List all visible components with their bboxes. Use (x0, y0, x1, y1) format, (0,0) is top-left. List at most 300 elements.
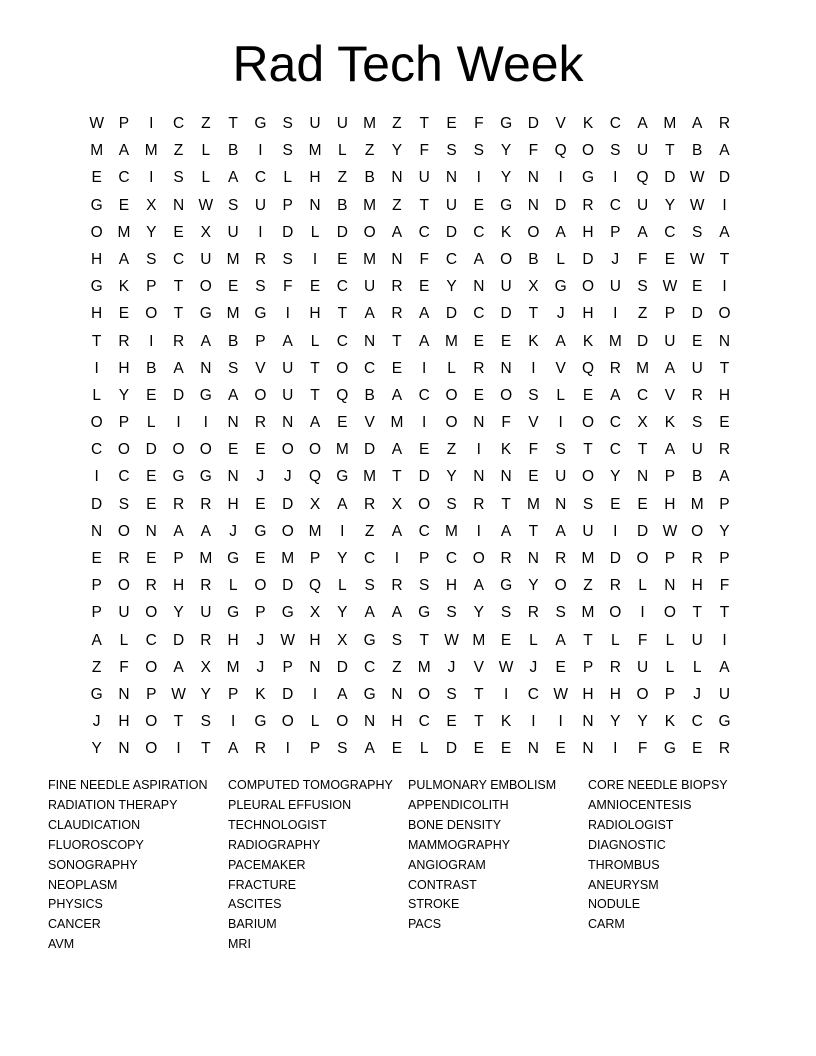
grid-letter[interactable]: U (555, 468, 567, 486)
grid-letter[interactable]: C (527, 685, 539, 703)
grid-letter[interactable]: E (255, 441, 266, 459)
grid-letter[interactable]: R (391, 577, 403, 595)
grid-letter[interactable]: T (392, 332, 402, 350)
grid-letter[interactable]: O (527, 223, 540, 241)
grid-letter[interactable]: X (309, 495, 321, 513)
grid-letter[interactable]: M (308, 142, 322, 160)
grid-letter[interactable]: I (422, 414, 427, 432)
grid-letter[interactable]: N (664, 577, 676, 595)
grid-letter[interactable]: H (582, 305, 594, 323)
grid-letter[interactable]: I (230, 713, 236, 731)
grid-letter[interactable]: G (90, 278, 103, 296)
grid-letter[interactable]: E (146, 386, 157, 404)
grid-letter[interactable]: F (528, 142, 539, 160)
grid-letter[interactable]: S (446, 685, 457, 703)
grid-letter[interactable]: B (692, 468, 703, 486)
grid-letter[interactable]: I (503, 685, 509, 703)
grid-letter[interactable]: E (446, 115, 457, 132)
grid-letter[interactable]: X (200, 223, 211, 241)
grid-letter[interactable]: X (528, 278, 539, 296)
grid-letter[interactable]: T (528, 305, 539, 323)
grid-letter[interactable]: E (227, 278, 239, 296)
grid-letter[interactable]: A (282, 332, 293, 350)
grid-letter[interactable]: C (172, 115, 185, 132)
grid-letter[interactable]: E (337, 250, 348, 268)
grid-letter[interactable]: O (445, 386, 458, 404)
grid-letter[interactable]: L (310, 713, 320, 731)
grid-letter[interactable]: A (227, 740, 239, 758)
grid-letter[interactable]: R (172, 332, 185, 350)
grid-letter[interactable]: C (609, 115, 621, 132)
grid-letter[interactable]: C (636, 386, 649, 404)
grid-letter[interactable]: P (255, 332, 266, 350)
grid-letter[interactable]: I (531, 713, 536, 731)
grid-letter[interactable]: E (555, 658, 566, 676)
grid-letter[interactable]: Z (173, 142, 184, 160)
grid-letter[interactable]: I (558, 414, 563, 432)
grid-letter[interactable]: R (473, 495, 485, 513)
grid-letter[interactable]: S (255, 278, 266, 296)
grid-letter[interactable]: N (282, 414, 294, 432)
grid-letter[interactable]: I (613, 169, 618, 187)
grid-letter[interactable]: L (201, 142, 211, 160)
grid-letter[interactable]: G (90, 196, 103, 214)
grid-letter[interactable]: J (611, 250, 620, 268)
grid-letter[interactable]: J (283, 468, 292, 486)
grid-letter[interactable]: I (722, 196, 727, 214)
grid-letter[interactable]: A (555, 522, 566, 540)
grid-letter[interactable]: R (718, 740, 731, 758)
grid-letter[interactable]: T (419, 115, 429, 132)
grid-letter[interactable]: M (445, 332, 458, 350)
grid-letter[interactable]: P (146, 278, 157, 296)
grid-letter[interactable]: M (199, 550, 213, 567)
grid-letter[interactable]: I (149, 115, 154, 132)
grid-letter[interactable]: D (418, 468, 430, 486)
grid-letter[interactable]: N (118, 740, 130, 758)
grid-letter[interactable]: E (309, 278, 321, 296)
grid-letter[interactable]: U (282, 359, 294, 377)
grid-letter[interactable]: L (283, 169, 293, 187)
grid-letter[interactable]: L (692, 658, 702, 676)
grid-letter[interactable]: A (337, 685, 348, 703)
grid-letter[interactable]: E (337, 414, 348, 432)
grid-letter[interactable]: O (336, 713, 349, 731)
grid-letter[interactable]: O (145, 658, 158, 676)
grid-letter[interactable]: Y (118, 386, 130, 404)
grid-letter[interactable]: X (146, 196, 157, 214)
grid-letter[interactable]: F (528, 441, 539, 459)
grid-letter[interactable]: E (473, 196, 484, 214)
grid-letter[interactable]: I (94, 359, 99, 377)
grid-letter[interactable]: M (445, 522, 458, 540)
grid-letter[interactable]: S (637, 278, 648, 296)
grid-letter[interactable]: E (255, 495, 266, 513)
grid-letter[interactable]: K (582, 332, 594, 350)
grid-letter[interactable]: T (719, 604, 730, 622)
grid-letter[interactable]: S (282, 115, 293, 132)
grid-letter[interactable]: I (94, 468, 99, 486)
grid-letter[interactable]: E (419, 278, 430, 296)
grid-letter[interactable]: D (145, 441, 157, 459)
grid-letter[interactable]: U (118, 604, 130, 622)
grid-letter[interactable]: E (500, 631, 512, 649)
grid-letter[interactable]: U (636, 196, 649, 214)
grid-letter[interactable]: N (309, 658, 321, 676)
grid-letter[interactable]: G (90, 685, 103, 703)
grid-letter[interactable]: M (663, 115, 677, 132)
grid-letter[interactable]: N (527, 550, 539, 567)
grid-letter[interactable]: A (719, 142, 730, 160)
grid-letter[interactable]: T (173, 305, 184, 323)
grid-letter[interactable]: K (582, 115, 594, 132)
grid-letter[interactable]: P (146, 685, 157, 703)
grid-letter[interactable]: N (500, 468, 512, 486)
grid-letter[interactable]: A (364, 604, 375, 622)
grid-letter[interactable]: I (285, 740, 290, 758)
grid-letter[interactable]: B (364, 169, 375, 187)
grid-letter[interactable]: W (662, 278, 678, 296)
grid-letter[interactable]: C (609, 196, 621, 214)
grid-letter[interactable]: A (200, 522, 211, 540)
grid-letter[interactable]: N (636, 468, 649, 486)
grid-letter[interactable]: G (254, 115, 267, 132)
grid-letter[interactable]: H (718, 386, 731, 404)
grid-letter[interactable]: O (90, 414, 103, 432)
grid-letter[interactable]: E (91, 169, 102, 187)
grid-letter[interactable]: P (309, 550, 321, 567)
grid-letter[interactable]: N (473, 278, 485, 296)
grid-letter[interactable]: A (200, 332, 211, 350)
grid-letter[interactable]: C (445, 250, 458, 268)
grid-letter[interactable]: N (145, 522, 157, 540)
grid-letter[interactable]: Q (636, 169, 649, 187)
grid-letter[interactable]: C (664, 223, 676, 241)
grid-letter[interactable]: S (118, 495, 130, 513)
grid-letter[interactable]: N (364, 713, 376, 731)
grid-letter[interactable]: H (227, 631, 239, 649)
grid-letter[interactable]: L (610, 631, 620, 649)
grid-letter[interactable]: O (117, 441, 130, 459)
grid-letter[interactable]: M (417, 658, 431, 676)
grid-letter[interactable]: W (89, 115, 104, 132)
grid-letter[interactable]: Q (554, 142, 567, 160)
grid-letter[interactable]: E (91, 550, 102, 567)
grid-letter[interactable]: N (391, 169, 403, 187)
grid-letter[interactable]: Y (719, 522, 730, 540)
grid-letter[interactable]: Y (337, 604, 348, 622)
grid-letter[interactable]: E (500, 740, 512, 758)
grid-letter[interactable]: U (227, 223, 239, 241)
grid-letter[interactable]: P (664, 550, 676, 567)
grid-letter[interactable]: I (640, 604, 645, 622)
grid-letter[interactable]: G (500, 577, 513, 595)
grid-letter[interactable]: H (118, 713, 130, 731)
grid-letter[interactable]: A (719, 223, 730, 241)
grid-letter[interactable]: M (363, 250, 377, 268)
grid-letter[interactable]: S (692, 414, 703, 432)
grid-letter[interactable]: E (446, 713, 457, 731)
grid-letter[interactable]: I (613, 522, 618, 540)
grid-letter[interactable]: A (610, 386, 621, 404)
grid-letter[interactable]: L (638, 577, 647, 595)
grid-letter[interactable]: L (310, 223, 320, 241)
grid-letter[interactable]: M (363, 115, 377, 132)
grid-letter[interactable]: O (581, 414, 595, 432)
grid-letter[interactable]: A (309, 414, 321, 432)
grid-letter[interactable]: R (254, 250, 267, 268)
grid-letter[interactable]: A (364, 305, 375, 323)
grid-letter[interactable]: E (419, 441, 430, 459)
grid-letter[interactable]: I (558, 713, 563, 731)
grid-letter[interactable]: M (144, 142, 158, 160)
grid-letter[interactable]: D (718, 169, 731, 187)
grid-letter[interactable]: R (718, 441, 731, 459)
grid-letter[interactable]: A (173, 359, 184, 377)
grid-letter[interactable]: H (118, 359, 130, 377)
grid-letter[interactable]: P (664, 468, 676, 486)
grid-letter[interactable]: G (663, 740, 676, 758)
grid-letter[interactable]: I (149, 169, 154, 187)
grid-letter[interactable]: E (719, 414, 730, 432)
grid-letter[interactable]: L (665, 631, 675, 649)
grid-letter[interactable]: N (718, 332, 731, 350)
grid-letter[interactable]: Q (308, 577, 322, 595)
grid-letter[interactable]: W (498, 658, 514, 676)
grid-letter[interactable]: G (336, 468, 349, 486)
grid-letter[interactable]: E (391, 740, 403, 758)
grid-letter[interactable]: U (309, 115, 321, 132)
grid-letter[interactable]: S (582, 495, 594, 513)
grid-letter[interactable]: E (146, 495, 157, 513)
grid-letter[interactable]: P (664, 305, 676, 323)
grid-letter[interactable]: P (610, 223, 621, 241)
grid-letter[interactable]: O (199, 278, 212, 296)
grid-letter[interactable]: E (173, 223, 184, 241)
grid-letter[interactable]: A (637, 223, 648, 241)
grid-letter[interactable]: C (364, 359, 376, 377)
grid-letter[interactable]: E (473, 740, 484, 758)
grid-letter[interactable]: B (146, 359, 157, 377)
grid-letter[interactable]: R (609, 658, 621, 676)
grid-letter[interactable]: Y (446, 468, 457, 486)
grid-letter[interactable]: J (529, 658, 538, 676)
grid-letter[interactable]: H (172, 577, 185, 595)
grid-letter[interactable]: G (281, 604, 294, 622)
grid-letter[interactable]: V (528, 414, 539, 432)
grid-letter[interactable]: U (691, 359, 703, 377)
grid-letter[interactable]: P (719, 495, 730, 513)
grid-letter[interactable]: K (664, 414, 676, 432)
grid-letter[interactable]: I (340, 522, 345, 540)
grid-letter[interactable]: O (418, 495, 431, 513)
grid-letter[interactable]: N (172, 196, 185, 214)
grid-letter[interactable]: U (418, 169, 430, 187)
grid-letter[interactable]: I (258, 223, 263, 241)
grid-letter[interactable]: A (664, 359, 676, 377)
grid-letter[interactable]: J (693, 685, 702, 703)
grid-letter[interactable]: A (555, 631, 566, 649)
grid-letter[interactable]: G (254, 713, 267, 731)
grid-letter[interactable]: B (692, 142, 703, 160)
grid-letter[interactable]: N (500, 359, 512, 377)
grid-letter[interactable]: C (145, 631, 157, 649)
grid-letter[interactable]: R (254, 414, 267, 432)
grid-letter[interactable]: G (227, 604, 240, 622)
grid-letter[interactable]: M (363, 196, 377, 214)
grid-letter[interactable]: O (363, 223, 376, 241)
grid-letter[interactable]: O (472, 550, 485, 567)
grid-letter[interactable]: H (582, 223, 594, 241)
grid-letter[interactable]: S (146, 250, 157, 268)
grid-letter[interactable]: S (227, 196, 239, 214)
grid-letter[interactable]: E (118, 196, 130, 214)
grid-letter[interactable]: Z (637, 305, 648, 323)
grid-letter[interactable]: M (90, 142, 104, 160)
grid-letter[interactable]: L (338, 142, 347, 160)
grid-letter[interactable]: E (582, 386, 594, 404)
grid-letter[interactable]: O (254, 577, 267, 595)
grid-letter[interactable]: I (285, 305, 290, 323)
grid-letter[interactable]: D (172, 631, 185, 649)
grid-letter[interactable]: T (501, 495, 511, 513)
grid-letter[interactable]: S (282, 250, 293, 268)
grid-letter[interactable]: T (173, 278, 184, 296)
grid-letter[interactable]: U (282, 386, 294, 404)
grid-letter[interactable]: G (254, 522, 267, 540)
grid-letter[interactable]: H (309, 169, 321, 187)
grid-letter[interactable]: T (173, 713, 184, 731)
grid-letter[interactable]: P (118, 414, 130, 432)
grid-letter[interactable]: O (117, 522, 130, 540)
grid-letter[interactable]: Z (392, 196, 402, 214)
grid-letter[interactable]: C (364, 658, 376, 676)
grid-letter[interactable]: R (172, 495, 185, 513)
grid-letter[interactable]: N (582, 713, 594, 731)
grid-letter[interactable]: O (199, 441, 212, 459)
grid-letter[interactable]: E (528, 468, 539, 486)
grid-letter[interactable]: A (118, 250, 130, 268)
grid-letter[interactable]: N (309, 196, 321, 214)
grid-letter[interactable]: N (227, 468, 239, 486)
grid-letter[interactable]: T (719, 250, 730, 268)
grid-letter[interactable]: R (391, 305, 403, 323)
grid-letter[interactable]: H (582, 685, 594, 703)
grid-letter[interactable]: O (145, 740, 158, 758)
grid-letter[interactable]: F (637, 631, 648, 649)
grid-letter[interactable]: S (446, 604, 457, 622)
grid-letter[interactable]: U (691, 441, 703, 459)
grid-letter[interactable]: O (308, 441, 322, 459)
grid-letter[interactable]: I (531, 359, 536, 377)
grid-letter[interactable]: M (308, 522, 322, 540)
grid-letter[interactable]: S (227, 359, 239, 377)
grid-letter[interactable]: P (282, 196, 293, 214)
grid-letter[interactable]: X (200, 658, 211, 676)
grid-letter[interactable]: U (200, 250, 212, 268)
grid-letter[interactable]: R (200, 631, 212, 649)
grid-letter[interactable]: E (118, 305, 130, 323)
grid-letter[interactable]: N (391, 250, 403, 268)
grid-letter[interactable]: I (312, 250, 318, 268)
grid-letter[interactable]: T (392, 468, 402, 486)
grid-letter[interactable]: O (636, 685, 649, 703)
grid-letter[interactable]: G (227, 550, 240, 567)
grid-letter[interactable]: T (337, 305, 348, 323)
grid-letter[interactable]: L (201, 169, 211, 187)
grid-letter[interactable]: S (419, 577, 430, 595)
grid-letter[interactable]: K (500, 441, 512, 459)
grid-letter[interactable]: R (391, 278, 403, 296)
grid-letter[interactable]: I (722, 631, 727, 649)
grid-letter[interactable]: X (637, 414, 648, 432)
grid-letter[interactable]: O (281, 441, 294, 459)
grid-letter[interactable]: L (419, 740, 429, 758)
grid-letter[interactable]: I (176, 740, 181, 758)
grid-letter[interactable]: D (172, 386, 185, 404)
grid-letter[interactable]: I (258, 142, 263, 160)
grid-letter[interactable]: C (118, 468, 130, 486)
grid-letter[interactable]: V (364, 414, 375, 432)
grid-letter[interactable]: U (200, 604, 212, 622)
grid-letter[interactable]: T (419, 631, 429, 649)
grid-letter[interactable]: R (364, 495, 376, 513)
grid-letter[interactable]: T (637, 441, 648, 459)
grid-letter[interactable]: M (390, 414, 404, 432)
grid-letter[interactable]: M (690, 495, 704, 513)
grid-letter[interactable]: Y (337, 550, 348, 567)
grid-letter[interactable]: C (473, 305, 485, 323)
grid-letter[interactable]: N (582, 740, 594, 758)
grid-letter[interactable]: Y (500, 142, 512, 160)
grid-letter[interactable]: R (609, 577, 621, 595)
grid-letter[interactable]: P (91, 577, 102, 595)
grid-letter[interactable]: D (445, 223, 458, 241)
grid-letter[interactable]: V (255, 359, 266, 377)
grid-letter[interactable]: R (500, 550, 512, 567)
grid-letter[interactable]: H (445, 577, 458, 595)
grid-letter[interactable]: W (198, 196, 214, 214)
grid-letter[interactable]: L (529, 631, 538, 649)
grid-letter[interactable]: W (689, 250, 705, 268)
grid-letter[interactable]: I (558, 169, 563, 187)
grid-letter[interactable]: D (582, 250, 594, 268)
grid-letter[interactable]: S (692, 223, 703, 241)
grid-letter[interactable]: N (91, 522, 103, 540)
grid-letter[interactable]: M (472, 631, 486, 649)
grid-letter[interactable]: N (364, 332, 376, 350)
grid-letter[interactable]: Z (91, 658, 102, 676)
grid-letter[interactable]: O (663, 604, 676, 622)
grid-letter[interactable]: Z (337, 169, 348, 187)
grid-letter[interactable]: O (581, 468, 595, 486)
grid-letter[interactable]: R (118, 550, 130, 567)
grid-letter[interactable]: D (364, 441, 376, 459)
grid-letter[interactable]: C (609, 414, 621, 432)
grid-letter[interactable]: F (501, 414, 511, 432)
grid-letter[interactable]: U (691, 631, 703, 649)
grid-letter[interactable]: N (445, 169, 458, 187)
grid-letter[interactable]: J (256, 468, 265, 486)
grid-letter[interactable]: R (200, 577, 212, 595)
grid-letter[interactable]: C (364, 550, 376, 567)
grid-letter[interactable]: A (227, 169, 239, 187)
grid-letter[interactable]: U (718, 685, 731, 703)
grid-letter[interactable]: V (664, 386, 676, 404)
grid-letter[interactable]: C (172, 250, 185, 268)
grid-letter[interactable]: W (662, 522, 678, 540)
grid-letter[interactable]: Y (610, 468, 621, 486)
